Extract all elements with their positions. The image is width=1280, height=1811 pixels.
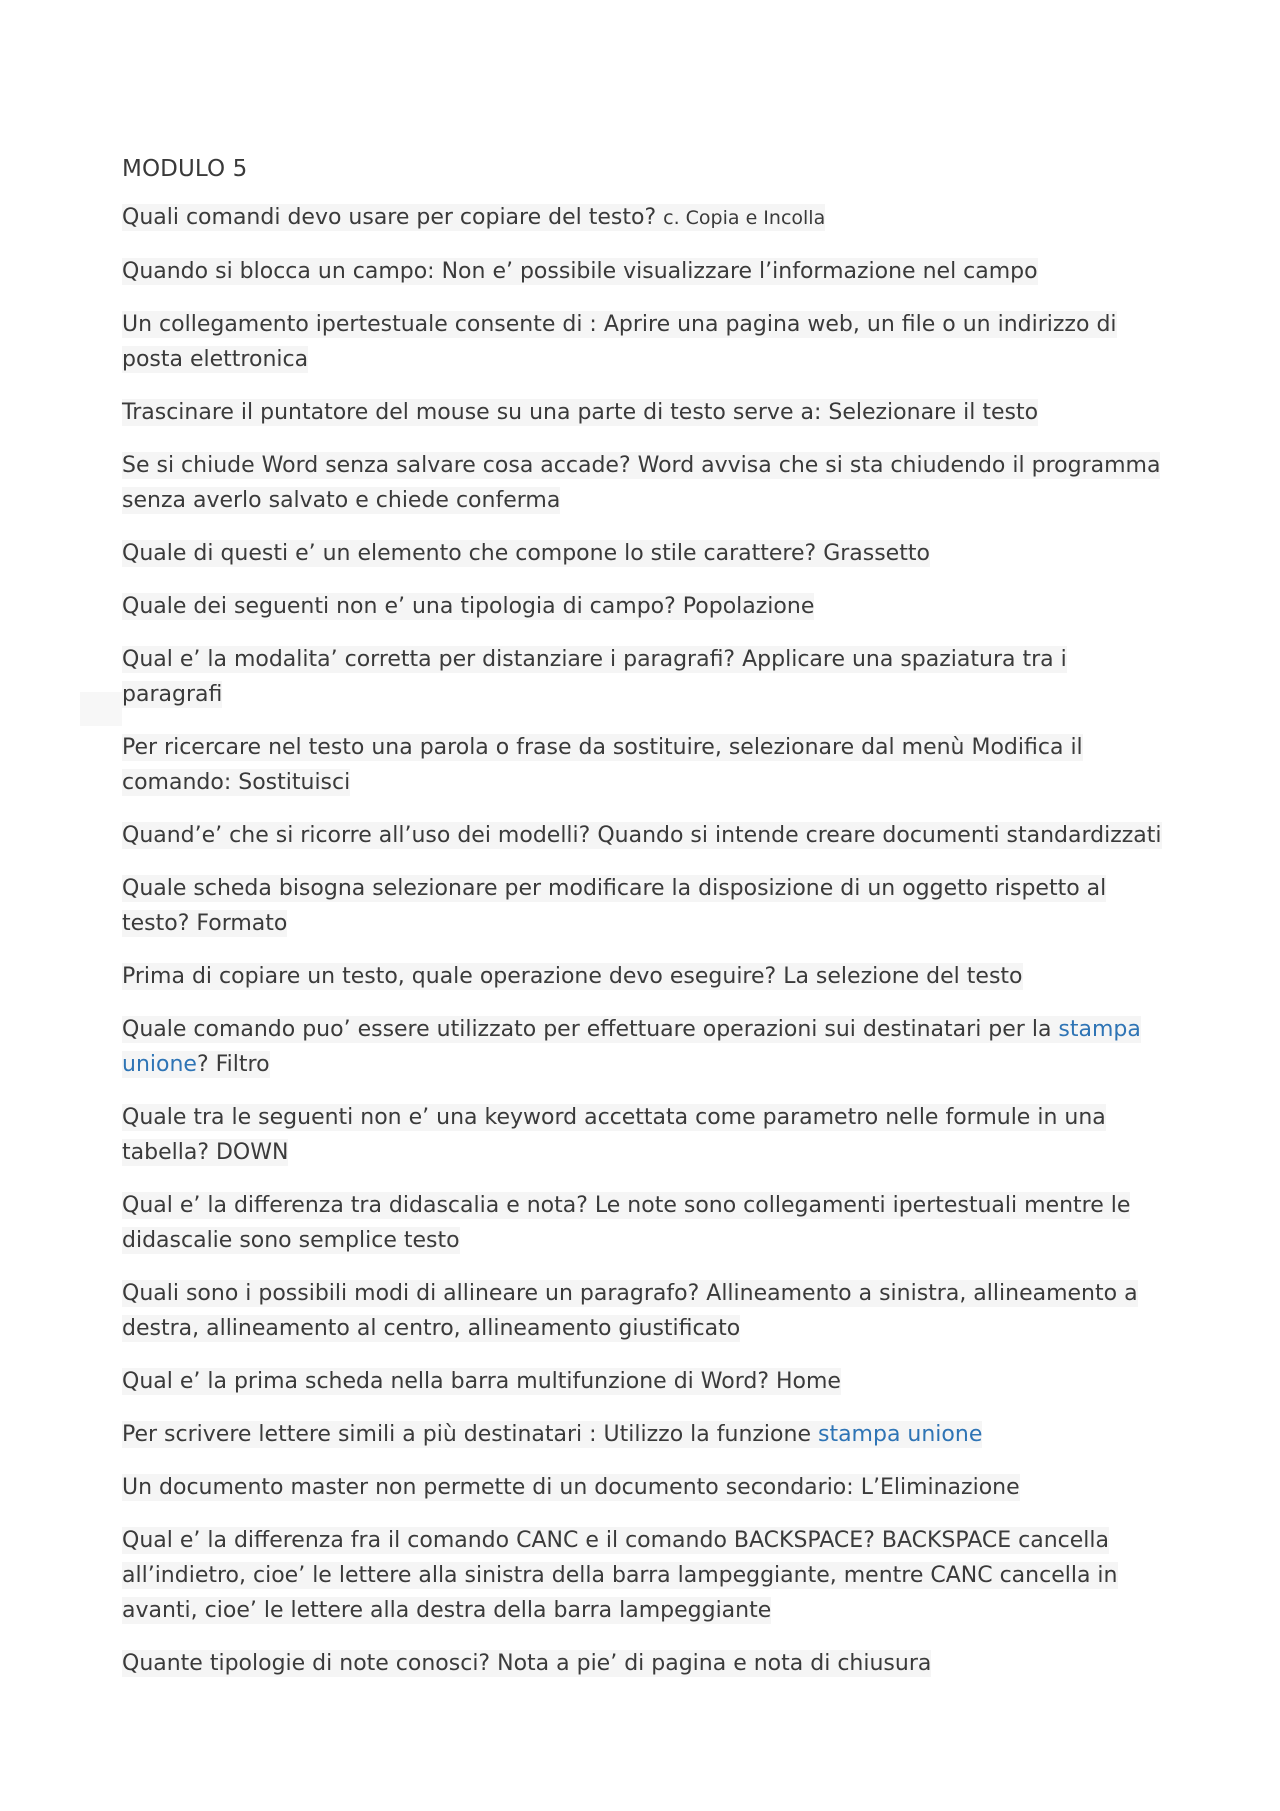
- answer-text: BACKSPACE cancella all’indietro, cioe’ le lettere alla sinistra della barra lampeggiante, mentre CANC cancella in avanti, cioe’ le lettere alla destra della barra lampeggiante: [122, 1528, 1118, 1623]
- answer-text: Grassetto: [823, 541, 930, 566]
- question-text: Quand’e’ che si ricorre all’uso dei modelli?: [122, 823, 598, 848]
- qa-item: [122, 395, 1167, 430]
- document-body: [122, 152, 1167, 1699]
- answer-text: Applicare una spaziatura tra i paragrafi: [122, 647, 1067, 707]
- qa-item: [122, 448, 1167, 518]
- question-text: Quale scheda bisogna selezionare per modificare la disposizione di un oggetto rispetto al testo?: [122, 876, 1107, 936]
- question-text: Qual e’ la prima scheda nella barra multifunzione di Word?: [122, 1369, 776, 1394]
- stampa-unione-link[interactable]: stampa unione: [817, 1422, 983, 1447]
- stampa-unione-link[interactable]: stampa unione: [122, 1017, 1141, 1077]
- question-text: Qual e’ la differenza fra il comando CANC e il comando BACKSPACE?: [122, 1528, 882, 1553]
- qa-item: [122, 730, 1167, 800]
- question-text: Un collegamento ipertestuale consente di :: [122, 312, 604, 337]
- question-text: Quale dei seguenti non e’ una tipologia di campo?: [122, 594, 683, 619]
- question-text: Trascinare il puntatore del mouse su una parte di testo serve a:: [122, 400, 829, 425]
- qa-item: [122, 642, 1167, 712]
- question-text: Prima di copiare un testo, quale operazione devo eseguire?: [122, 964, 784, 989]
- qa-item: [122, 1417, 1167, 1452]
- qa-item: [122, 1364, 1167, 1399]
- question-text: Per scrivere lettere simili a più destinatari : Utilizzo la funzione: [122, 1422, 818, 1447]
- question-text: Quando si blocca un campo:: [122, 259, 442, 284]
- answer-text: Aprire una pagina web, un file o un indirizzo di posta elettronica: [122, 312, 1117, 372]
- question-text: Un documento master non permette di un documento secondario:: [122, 1475, 861, 1500]
- qa-item: [122, 254, 1167, 289]
- question-text: Quale comando puo’ essere utilizzato per effettuare operazioni sui destinatari per la: [122, 1017, 1059, 1042]
- question-text: Quante tipologie di note conosci?: [122, 1651, 498, 1676]
- answer-text: L’Eliminazione: [860, 1475, 1020, 1500]
- answer-text: c. Copia e Incolla: [663, 207, 826, 229]
- answer-text: La selezione del testo: [783, 964, 1023, 989]
- qa-item: [122, 1276, 1167, 1346]
- document-title: MODULO 5: [122, 156, 248, 182]
- qa-item: [122, 818, 1167, 853]
- qa-item: [122, 589, 1167, 624]
- question-text: Se si chiude Word senza salvare cosa accade?: [122, 453, 638, 478]
- question-text: Quali comandi devo usare per copiare del testo?: [122, 205, 664, 230]
- qa-item: [122, 307, 1167, 377]
- qa-item: [122, 871, 1167, 941]
- question-text: Quali sono i possibili modi di allineare un paragrafo?: [122, 1281, 707, 1306]
- qa-item: [122, 1646, 1167, 1681]
- answer-text: Nota a pie’ di pagina e nota di chiusura: [497, 1651, 932, 1676]
- answer-text: DOWN: [215, 1140, 289, 1165]
- answer-text: Non e’ possibile visualizzare l’informazione nel campo: [441, 259, 1038, 284]
- qa-item: [122, 1012, 1167, 1082]
- qa-item: [122, 1523, 1167, 1628]
- question-text: Quale di questi e’ un elemento che compone lo stile carattere?: [122, 541, 824, 566]
- qa-item: [122, 1100, 1167, 1170]
- question-text: Quale tra le seguenti non e’ una keyword accettata come parametro nelle formule in una tabella?: [122, 1105, 1106, 1165]
- margin-mark: [80, 692, 122, 726]
- qa-item: [122, 1470, 1167, 1505]
- answer-text: Quando si intende creare documenti standardizzati: [597, 823, 1162, 848]
- answer-text: Popolazione: [682, 594, 815, 619]
- answer-text: Selezionare il testo: [828, 400, 1039, 425]
- answer-text: Sostituisci: [238, 770, 351, 795]
- answer-text: Allineamento a sinistra, allineamento a destra, allineamento al centro, allineamento giustificato: [122, 1281, 1138, 1341]
- question-text: Qual e’ la differenza tra didascalia e nota?: [122, 1193, 595, 1218]
- answer-text: Formato: [196, 911, 288, 936]
- question-text: Per ricercare nel testo una parola o frase da sostituire, selezionare dal menù Modifica il comando:: [122, 735, 1083, 795]
- qa-item: [122, 200, 1167, 236]
- qa-item: [122, 536, 1167, 571]
- qa-item: [122, 959, 1167, 994]
- answer-text: Le note sono collegamenti ipertestuali mentre le didascalie sono semplice testo: [122, 1193, 1131, 1253]
- question-text: Qual e’ la modalita’ corretta per distanziare i paragrafi?: [122, 647, 743, 672]
- answer-text: Home: [776, 1369, 841, 1394]
- answer-text: ? Filtro: [196, 1052, 270, 1077]
- answer-text: Word avvisa che si sta chiudendo il programma senza averlo salvato e chiede conferma: [122, 453, 1161, 513]
- qa-item: [122, 1188, 1167, 1258]
